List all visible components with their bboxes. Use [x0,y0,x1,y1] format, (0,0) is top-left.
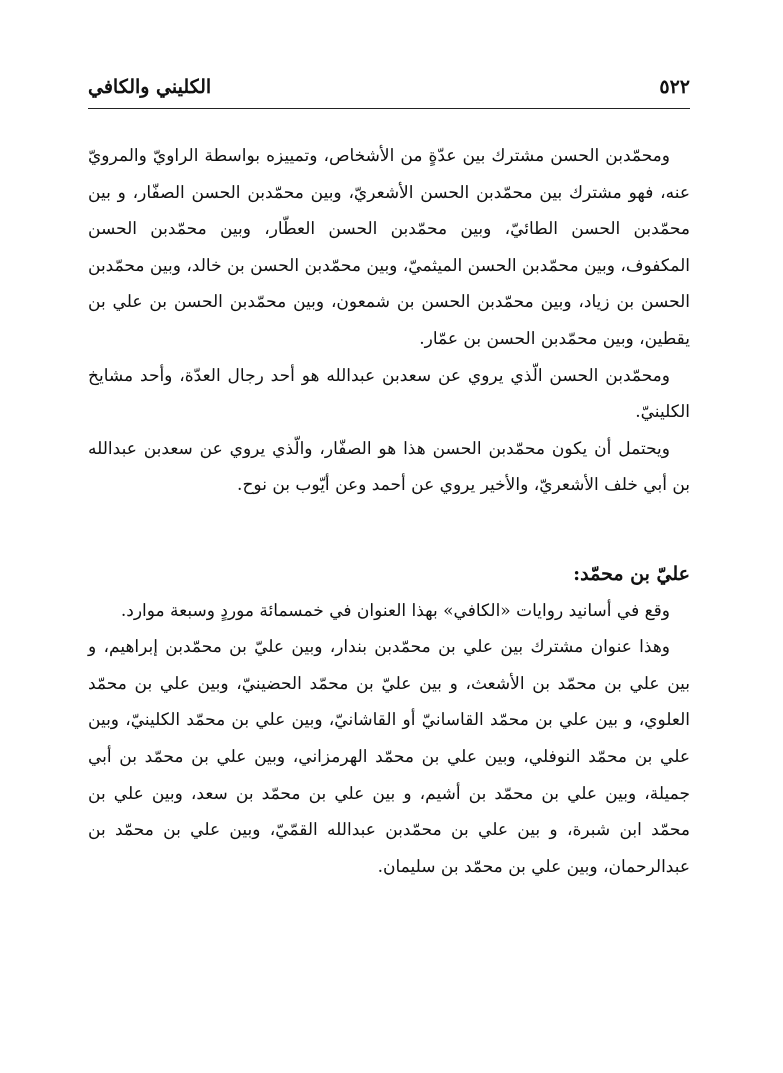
header-divider [88,108,690,109]
running-title: الكليني والكافي [88,76,212,98]
paragraph-1: ومحمّدبن الحسن مشترك بين عدّةٍ من الأشخاص، وتمييزه بواسطة الراويّ والمرويّ عنه، فهو مشترك بين محمّدبن الحسن الأشعريّ، وبين محمّدبن الحسن الصفّار، و بين محمّدبن الحسن الطائيّ، وبين محمّدبن الحسن العطّار، وبين محمّدبن الحسن المكفوف، وبين محمّدبن الحسن الميثميّ، وبين محمّدبن الحسن بن خالد، وبين محمّدبن الحسن بن زياد، وبين محمّدبن الحسن بن شمعون، وبين محمّدبن الحسن بن علي بن يقطين، وبين محمّدبن الحسن بن عمّار. [88,146,690,349]
section-paragraph-1: وقع في أسانيد روايات «الكافي» بهذا العنوان في خمسمائة موردٍ وسبعة موارد. [120,600,670,621]
paragraph-2: ومحمّدبن الحسن الّذي يروي عن سعدبن عبدالله هو أحد رجال العدّة، وأحد مشايخ الكلينيّ. [88,365,690,423]
body-text [88,138,690,885]
page-header [88,74,690,106]
page-number: ٥٢٢ [659,76,690,98]
paragraph-3: ويحتمل أن يكون محمّدبن الحسن هذا هو الصفّار، والّذي يروي عن سعدبن عبدالله بن أبي خلف الأشعريّ، والأخير يروي عن أحمد وعن أيّوب بن نوح. [88,438,690,496]
section-paragraph-2: وهذا عنوان مشترك بين علي بن محمّدبن بندار، وبين عليّ بن محمّدبن إبراهيم، و بين علي بن محمّد بن الأشعث، و بين عليّ بن محمّد الحضينيّ، وبين علي بن محمّد العلوي، و بين علي بن محمّد القاسانيّ أو القاشانيّ، وبين علي بن محمّد الكلينيّ، وبين علي بن محمّد النوفلي، وبين علي بن محمّد الهرمزاني، وبين علي بن محمّد بن أبي جميلة، وبين علي بن محمّد بن أشيم، و بين علي بن محمّد بن سعد، وبين علي بن محمّد ابن شبرة، و بين علي بن محمّدبن عبدالله القمّيّ، وبين علي بن محمّد بن عبدالرحمان، وبين علي بن محمّد بن سليمان. [88,637,690,877]
section-heading: عليّ بن محمّد: [573,562,690,585]
